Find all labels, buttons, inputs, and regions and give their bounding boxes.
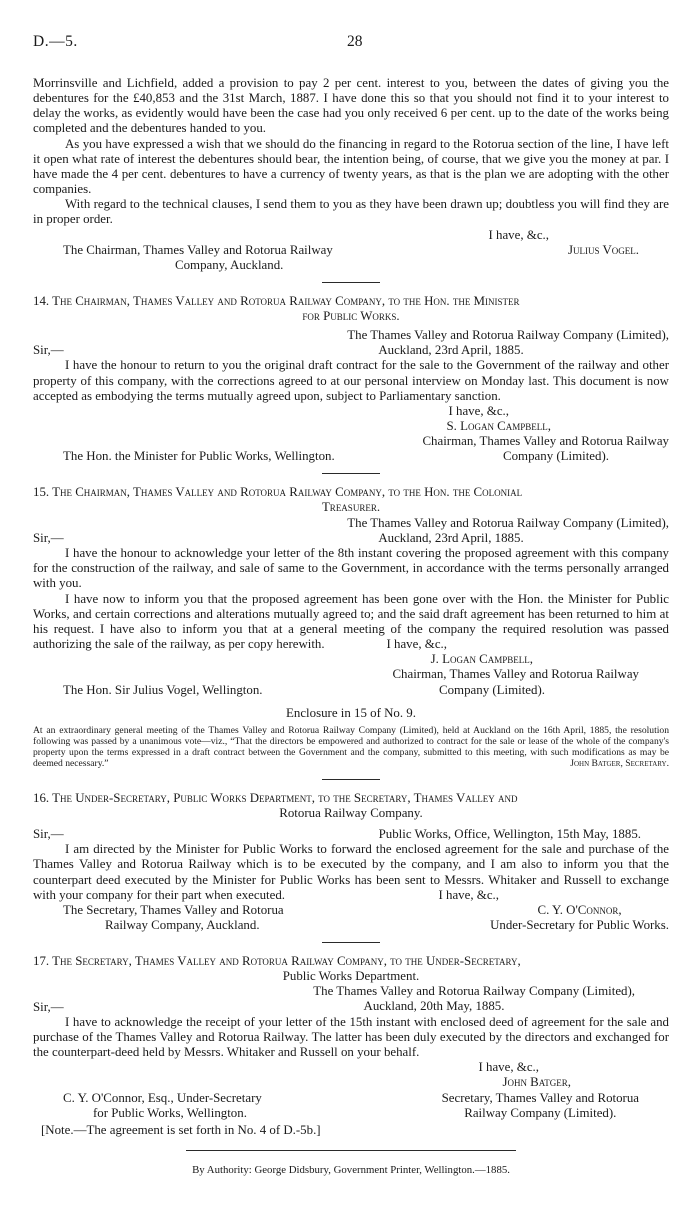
intro-addressee-line-1: The Chairman, Thames Valley and Rotorua Railway [63, 242, 333, 257]
s17-body: I have to acknowledge the receipt of your letter of the 15th instant with enclosed deed of agreement for the sale and purchase of the Thames Valley and Rotorua Railway. The latter has been duly executed by the directors and exchanged for the counterpart-deed held by Messrs. Whitaker and Russell on your behalf. [33, 1014, 669, 1060]
s16-signature: C. Y. O'Connor, [537, 903, 622, 917]
document-page [33, 34, 669, 1178]
s14-heading-line-1: 14. The Chairman, Thames Valley and Rotorua Railway Company, to the Hon. the Minister [33, 293, 520, 308]
s14-title-line-1: Chairman, Thames Valley and Rotorua Railway [422, 434, 669, 449]
section-divider [322, 942, 380, 943]
s15-close: I have, &c., [386, 637, 447, 652]
s16-heading-line-1: 16. The Under-Secretary, Public Works Department, to the Secretary, Thames Valley and [33, 790, 518, 805]
s17-addressee-line-1: C. Y. O'Connor, Esq., Under-Secretary [63, 1090, 262, 1105]
s14-reference-line-1: The Thames Valley and Rotorua Railway Company (Limited), [347, 327, 669, 342]
s17-addressee [63, 1091, 262, 1121]
s17-addressee-line-2: for Public Works, Wellington. [93, 1105, 247, 1120]
s15-paragraph-1: I have the honour to acknowledge your letter of the 8th instant covering the proposed agreement with this company for the construction of the railway, and sale of same to the Government, in accordance with the terms personally arranged with you. [33, 546, 669, 591]
s16-salutation: Sir,— [33, 827, 64, 842]
s16-title: Under-Secretary for Public Works. [490, 918, 669, 933]
enclosure-signature: John Batger, Secretary. [570, 758, 669, 770]
s15-reference-line-2: Auckland, 23rd April, 1885. [378, 530, 524, 545]
s17-title-line-2: Railway Company (Limited). [464, 1105, 617, 1120]
s17-reference-line-1: The Thames Valley and Rotorua Railway Company (Limited), [313, 984, 635, 999]
s17-heading [33, 954, 669, 984]
document-reference: D.—5. [33, 33, 78, 50]
section-divider [322, 282, 380, 283]
s16-close: I have, &c., [438, 887, 499, 902]
s14-heading-line-2: for Public Works. [302, 308, 400, 323]
s16-heading [33, 791, 669, 821]
s16-signature-block [33, 903, 669, 933]
page-number: 28 [347, 33, 363, 50]
intro-addressee [63, 243, 333, 273]
s16-body: I am directed by the Minister for Public Works to forward the enclosed agreement for the sale and purchase of the Thames Valley and Rotorua Railway which is to be executed by the company, and I am also to inform you that the counterpart deed executed by the Minister for Public Works has been sent to Messrs. Whitaker and Russell to exchange with your company for their part when executed. [33, 842, 669, 902]
intro-close-row [33, 228, 669, 243]
section-divider [322, 779, 380, 780]
s17-heading-line-2: Public Works Department. [282, 969, 420, 984]
s15-heading-line-1: 15. The Chairman, Thames Valley and Rotorua Railway Company, to the Hon. the Colonial [33, 485, 523, 500]
s17-note: [Note.—The agreement is set forth in No. 4 of D.-5b.] [41, 1122, 321, 1137]
enclosure-resolution: At an extraordinary general meeting of the Thames Valley and Rotorua Railway Company (Limited), held at Auckland on the 16th April, 1885, the resolution following was passed by a unanimous vote—viz., “That the directors be empowered and authorized to contract for the sale or lease of the whole of the company's property upon the terms expressed in a draft contract between the Government and the company, submitted to this meeting, with such modifications as may be deemed necessary.” [33, 724, 669, 770]
s15-heading-line-2: Treasurer. [321, 500, 381, 515]
s16-addressee [63, 903, 284, 933]
enclosure-title: Enclosure in 15 of No. 9. [286, 705, 416, 720]
s15-signature: J. Logan Campbell, [430, 652, 533, 667]
printer-imprint: By Authority: George Didsbury, Government Printer, Wellington.—1885. [192, 1163, 510, 1176]
s14-addressee-row [33, 449, 669, 464]
enclosure-text [33, 725, 669, 770]
section-divider [322, 473, 380, 474]
s17-close: I have, &c., [478, 1060, 539, 1075]
s16-addressee-line-2: Railway Company, Auckland. [105, 918, 260, 933]
s14-salutation: Sir,— [33, 343, 64, 358]
s15-salutation: Sir,— [33, 530, 64, 545]
s14-signature: S. Logan Campbell, [446, 418, 551, 433]
s15-reference-line-1: The Thames Valley and Rotorua Railway Company (Limited), [347, 515, 669, 530]
s17-salutation: Sir,— [33, 999, 64, 1014]
s15-title-line-2: Company (Limited). [439, 682, 545, 697]
s15-heading [33, 485, 669, 515]
s16-addressee-line-1: The Secretary, Thames Valley and Rotorua [63, 903, 284, 917]
intro-addressee-line-2: Company, Auckland. [175, 257, 284, 272]
s14-addressee: The Hon. the Minister for Public Works, Wellington. [63, 449, 335, 464]
s16-letter-reference: Public Works, Office, Wellington, 15th May, 1885. [378, 826, 641, 841]
s15-title-line-1: Chairman, Thames Valley and Rotorua Railway [392, 667, 639, 682]
s17-heading-line-1: 17. The Secretary, Thames Valley and Rotorua Railway Company, to the Under-Secretary, [33, 954, 521, 968]
footer-rule [186, 1150, 516, 1151]
intro-paragraph-3: With regard to the technical clauses, I send them to you as they have been drawn up; doubtless you will find they are in proper order. [33, 197, 669, 227]
s17-signature-block [33, 1091, 669, 1121]
s16-sign-off [490, 903, 669, 933]
s16-heading-line-2: Rotorua Railway Company. [279, 805, 423, 820]
s15-paragraph-2: I have now to inform you that the proposed agreement has been gone over with the Hon. the Minister for Public Works, and certain corrections and alterations mutually agreed to; and the said draft agreement has been returned to him at his request. I have also to inform you that at a general meeting of the company the required resolution was passed authorizing the sale of the railway, as per copy herewith. [33, 591, 669, 651]
intro-signature-block [33, 243, 669, 273]
s14-title-line-2: Company (Limited). [503, 449, 609, 464]
intro-signature: Julius Vogel. [567, 242, 639, 257]
s14-close: I have, &c., [448, 403, 509, 418]
s15-addressee-row [33, 683, 669, 698]
intro-paragraph-1: Morrinsville and Lichfield, added a provision to pay 2 per cent. interest to you, between the dates of giving you the debentures for the £40,853 and the 31st March, 1887. I have done this so that you should not find it to your interest to delay the works, as evidently would have been the case had you only received 6 per cent. up to the date of the works being completed and the debentures handed to you. [33, 76, 669, 136]
s17-reference-line-2: Auckland, 20th May, 1885. [363, 999, 505, 1014]
s14-reference-line-2: Auckland, 23rd April, 1885. [378, 343, 524, 358]
intro-paragraph-2: As you have expressed a wish that we should do the financing in regard to the Rotorua section of the line, I have left it open what rate of interest the debentures should bear, the intention being, of course, that we give you the money at par. I have made the 4 per cent. debentures to have a currency of twenty years, as that is the plan we are adopting with the other companies. [33, 136, 669, 197]
s17-sign-off-title [442, 1091, 639, 1121]
s17-title-line-1: Secretary, Thames Valley and Rotorua [441, 1090, 639, 1105]
page-header [33, 34, 669, 76]
intro-close: I have, &c., [488, 227, 549, 242]
s14-body: I have the honour to return to you the original draft contract for the sale to the Government of the railway and other property of this company, with the corrections agreed to at our personal interview on Monday last. This document is now accepted as embodying the terms mutually agreed upon, subject to Parliamentary sanction. [33, 358, 669, 403]
s17-signature: John Batger, [502, 1075, 571, 1090]
s14-heading [33, 294, 669, 324]
s15-addressee: The Hon. Sir Julius Vogel, Wellington. [63, 682, 263, 697]
